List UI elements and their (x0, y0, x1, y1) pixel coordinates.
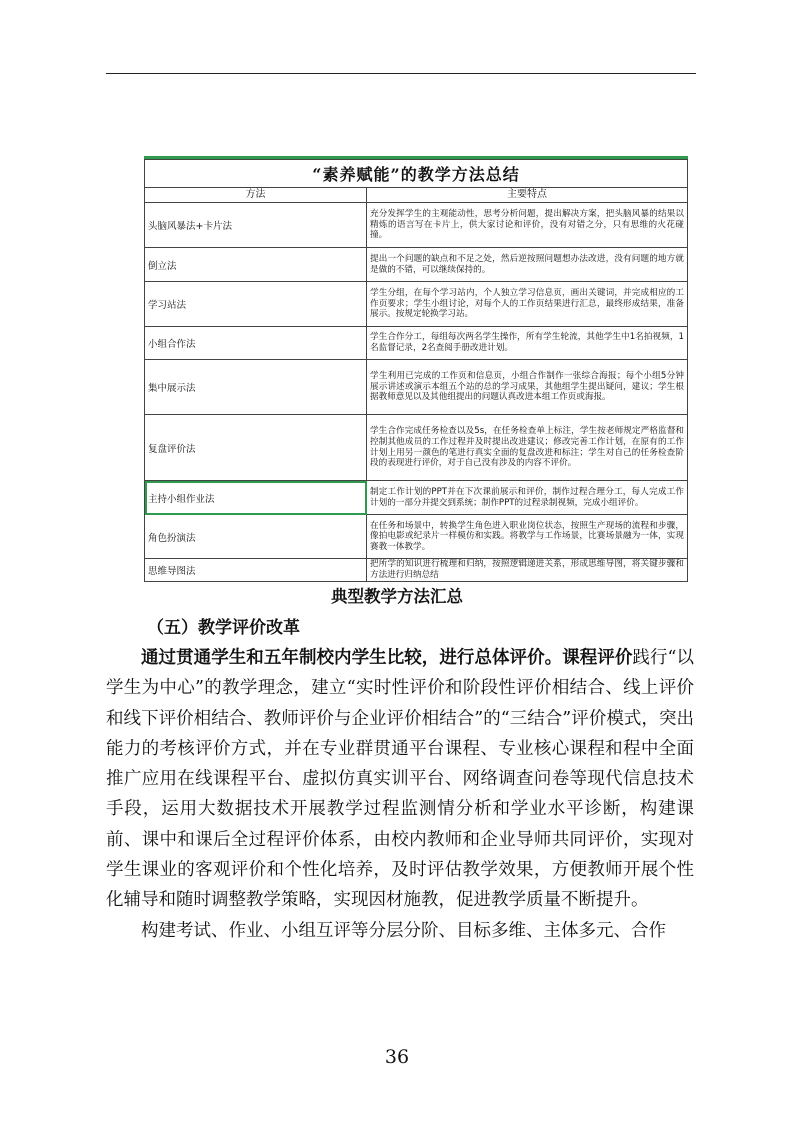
table-row (145, 415, 688, 481)
column-header-features: 主要特点 (367, 188, 688, 203)
table-row (145, 360, 688, 415)
features-cell: 学生利用已完成的工作页和信息页，小组合作制作一张综合海报；每个小组5分钟展示讲述或演示本组五个站的总的学习成果，其他组学生提出疑问，建议；学生根据教师意见以及其他组提出的问题认真改进本组工作页或海报。 (367, 360, 688, 415)
method-cell: 头脑风暴法+卡片法 (145, 203, 367, 248)
header-rule (106, 73, 696, 74)
table-title: “素养赋能”的教学方法总结 (145, 160, 688, 188)
method-cell: 思维导图法 (145, 559, 367, 582)
paragraph-text: 构建考试、作业、小组互评等分层分阶、目标多维、主体多元、合作 (141, 920, 666, 941)
paragraph-lead-bold: 通过贯通学生和五年制校内学生比较，进行总体评价。课程评价 (141, 648, 633, 668)
method-cell: 主持小组作业法 (145, 481, 367, 515)
figure-caption: 典型教学方法汇总 (331, 587, 463, 606)
method-cell: 集中展示法 (145, 360, 367, 415)
features-cell: 学生分组，在每个学习站内，个人独立学习信息页，画出关键词，并完成相应的工作页要求；学生小组讨论，对每个人的工作页结果进行汇总，最终形成结果，准备展示。按规定轮换学习站。 (367, 282, 688, 327)
body-text (106, 643, 694, 946)
paragraph-text: 践行“以学生为中心”的教学理念，建立“实时性评价和阶段性评价相结合、线上评价和线下评价相结合、教师评价与企业评价相结合”的“三结合”评价模式，突出能力的考核评价方式，并在专业群贯通平台课程、专业核心课程和程中全面推广应用在线课程平台、虚拟仿真实训平台、网络调查问卷等现代信息技术手段，运用大数据技术开展教学过程监测情分析和学业水平诊断，构建课前、课中和课后全过程评价体系，由校内教师和企业导师共同评价，实现对学生课业的客观评价和个性化培养，及时评估教学效果，方便教师开展个性化辅导和随时调整教学策略，实现因材施教，促进教学质量不断提升。 (106, 648, 695, 911)
section-heading: （五）教学评价改革 (147, 618, 300, 638)
table-row-highlighted (145, 481, 688, 515)
table-row (145, 327, 688, 360)
features-cell: 提出一个问题的缺点和不足之处，然后逆按照问题想办法改进，没有问题的地方就是做的不错，可以继续保持的。 (367, 248, 688, 282)
table-row (145, 248, 688, 282)
features-cell: 学生合作完成任务检查以及5s，在任务检查单上标注，学生按老师规定严格监督和控制其他成员的工作过程并及时提出改进建议；修改完善工作计划，在原有的工作计划上用另一颜色的笔进行真实全面的复盘改进和标注；学生对自己的任务检查阶段的表现进行评价，对于自己没有涉及的内容不评价。 (367, 415, 688, 481)
method-cell: 复盘评价法 (145, 415, 367, 481)
method-cell: 学习站法 (145, 282, 367, 327)
features-cell: 制定工作计划的PPT并在下次课前展示和评价，制作过程合理分工，每人完成工作计划的一部分并提交到系统；制作PPT的过程录制视频，完成小组评价。 (367, 481, 688, 515)
features-cell: 充分发挥学生的主观能动性，思考分析问题，提出解决方案，把头脑风暴的结果以精炼的语言写在卡片上，供大家讨论和评价，没有对错之分，只有思维的火花碰撞。 (367, 203, 688, 248)
method-cell: 角色扮演法 (145, 515, 367, 559)
paragraph (106, 916, 694, 946)
method-cell: 倒立法 (145, 248, 367, 282)
method-cell: 小组合作法 (145, 327, 367, 360)
features-cell: 把所学的知识进行梳理和归纳，按照逻辑递进关系，形成思维导图，将关键步骤和方法进行归纳总结 (367, 559, 688, 582)
table-row (145, 559, 688, 582)
paragraph (106, 643, 694, 916)
column-header-method: 方法 (145, 188, 367, 203)
features-cell: 学生合作分工，每组每次两名学生操作，所有学生轮流，其他学生中1名拍视频，1名监督记录，2名查阅手册改进计划。 (367, 327, 688, 360)
methods-table (144, 159, 688, 582)
features-cell: 在任务和场景中，转换学生角色进入职业岗位状态，按照生产现场的流程和步骤，像拍电影或纪录片一样模仿和实践。将教学与工作场景，比赛场景融为一体，实现赛教一体教学。 (367, 515, 688, 559)
table-row (145, 203, 688, 248)
page-number: 36 (384, 1046, 410, 1068)
methods-table-figure (144, 156, 688, 582)
table-row (145, 282, 688, 327)
table-row (145, 515, 688, 559)
